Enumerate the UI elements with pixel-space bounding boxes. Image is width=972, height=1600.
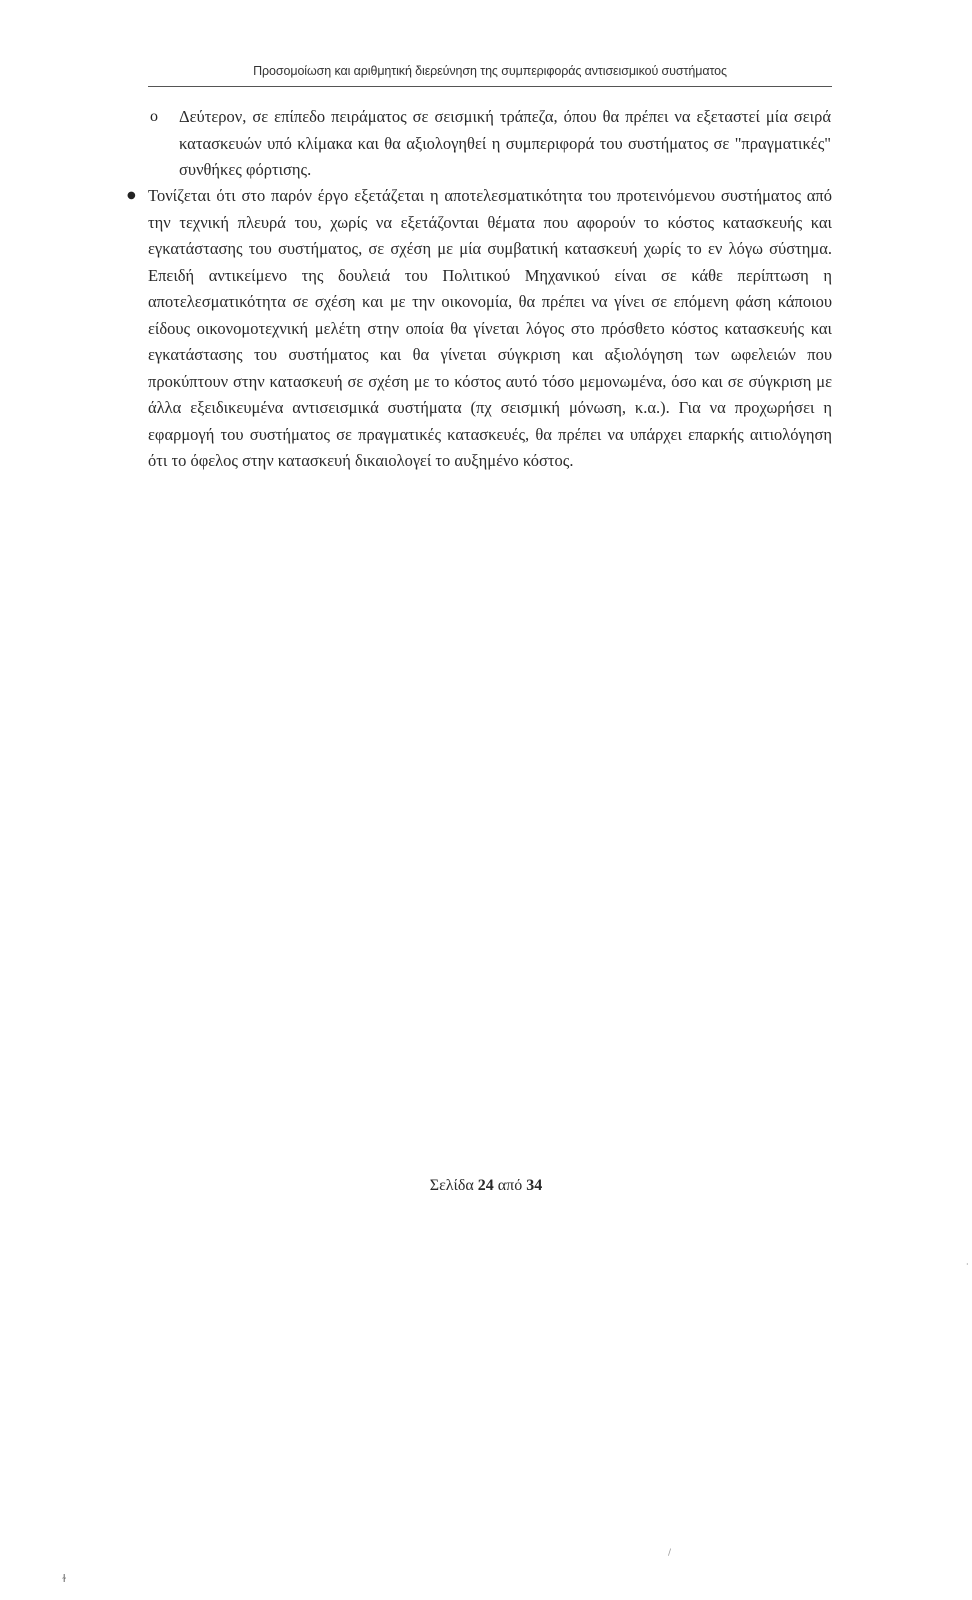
scan-speck: ɫ	[62, 1572, 67, 1585]
bullet-marker: ●	[127, 190, 136, 201]
page-label: Σελίδα	[429, 1177, 478, 1194]
running-header: Προσομοίωση και αριθμητική διερεύνηση της συμπεριφοράς αντισεισμικού συστήματος	[253, 64, 727, 78]
header-divider	[148, 86, 832, 87]
scan-speck: ·	[966, 1260, 969, 1269]
total-pages: 34	[526, 1177, 543, 1194]
scan-speck: /	[668, 1548, 672, 1558]
page-of-label: από	[493, 1177, 527, 1194]
sub-bullet-marker: o	[150, 108, 158, 125]
current-page: 24	[477, 1177, 494, 1194]
sub-bullet-paragraph: Δεύτερον, σε επίπεδο πειράματος σε σεισμική τράπεζα, όπου θα πρέπει να εξεταστεί μία σειρά κατασκευών υπό κλίμακα και θα αξιολογηθεί η συμπεριφορά του συστήματος σε "πραγματικές" συνθήκες φόρτισης.	[179, 107, 831, 179]
bullet-paragraph: Τονίζεται ότι στο παρόν έργο εξετάζεται η αποτελεσματικότητα του προτεινόμενου συστήματος από την τεχνική πλευρά του, χωρίς να εξετάζονται θέματα που αφορούν το κόστος κατασκευής και εγκατάστασης του συστήματος, σε σχέση με μία συμβατική κατασκευή χωρίς το εν λόγω σύστημα. Επειδή αντικείμενο της δουλειά του Πολιτικού Μηχανικού είναι σε κάθε περίπτωση η αποτελεσματικότητα σε σχέση και με την οικονομία, θα πρέπει να γίνει σε επόμενη φάση κάποιου είδους οικονομοτεχνική μελέτη στην οποία θα γίνεται λόγος στο πρόσθετο κόστος κατασκευής και εγκατάστασης του συστήματος και θα γίνεται σύγκριση και αξιολόγηση των ωφελειών που προκύπτουν στην κατασκευή σε σχέση με το κόστος αυτό τόσο μεμονωμένα, όσο και σε σύγκριση με άλλα εξειδικευμένα αντισεισμικά συστήματα (πχ σεισμική μόνωση, κ.α.). Για να προχωρήσει η εφαρμογή του συστήματος σε πραγματικές κατασκευές, θα πρέπει να υπάρχει επαρκής αιτιολόγηση ότι το όφελος στην κατασκευή δικαιολογεί το αυξημένο κόστος.	[148, 186, 832, 470]
page-number	[0, 1177, 972, 1195]
